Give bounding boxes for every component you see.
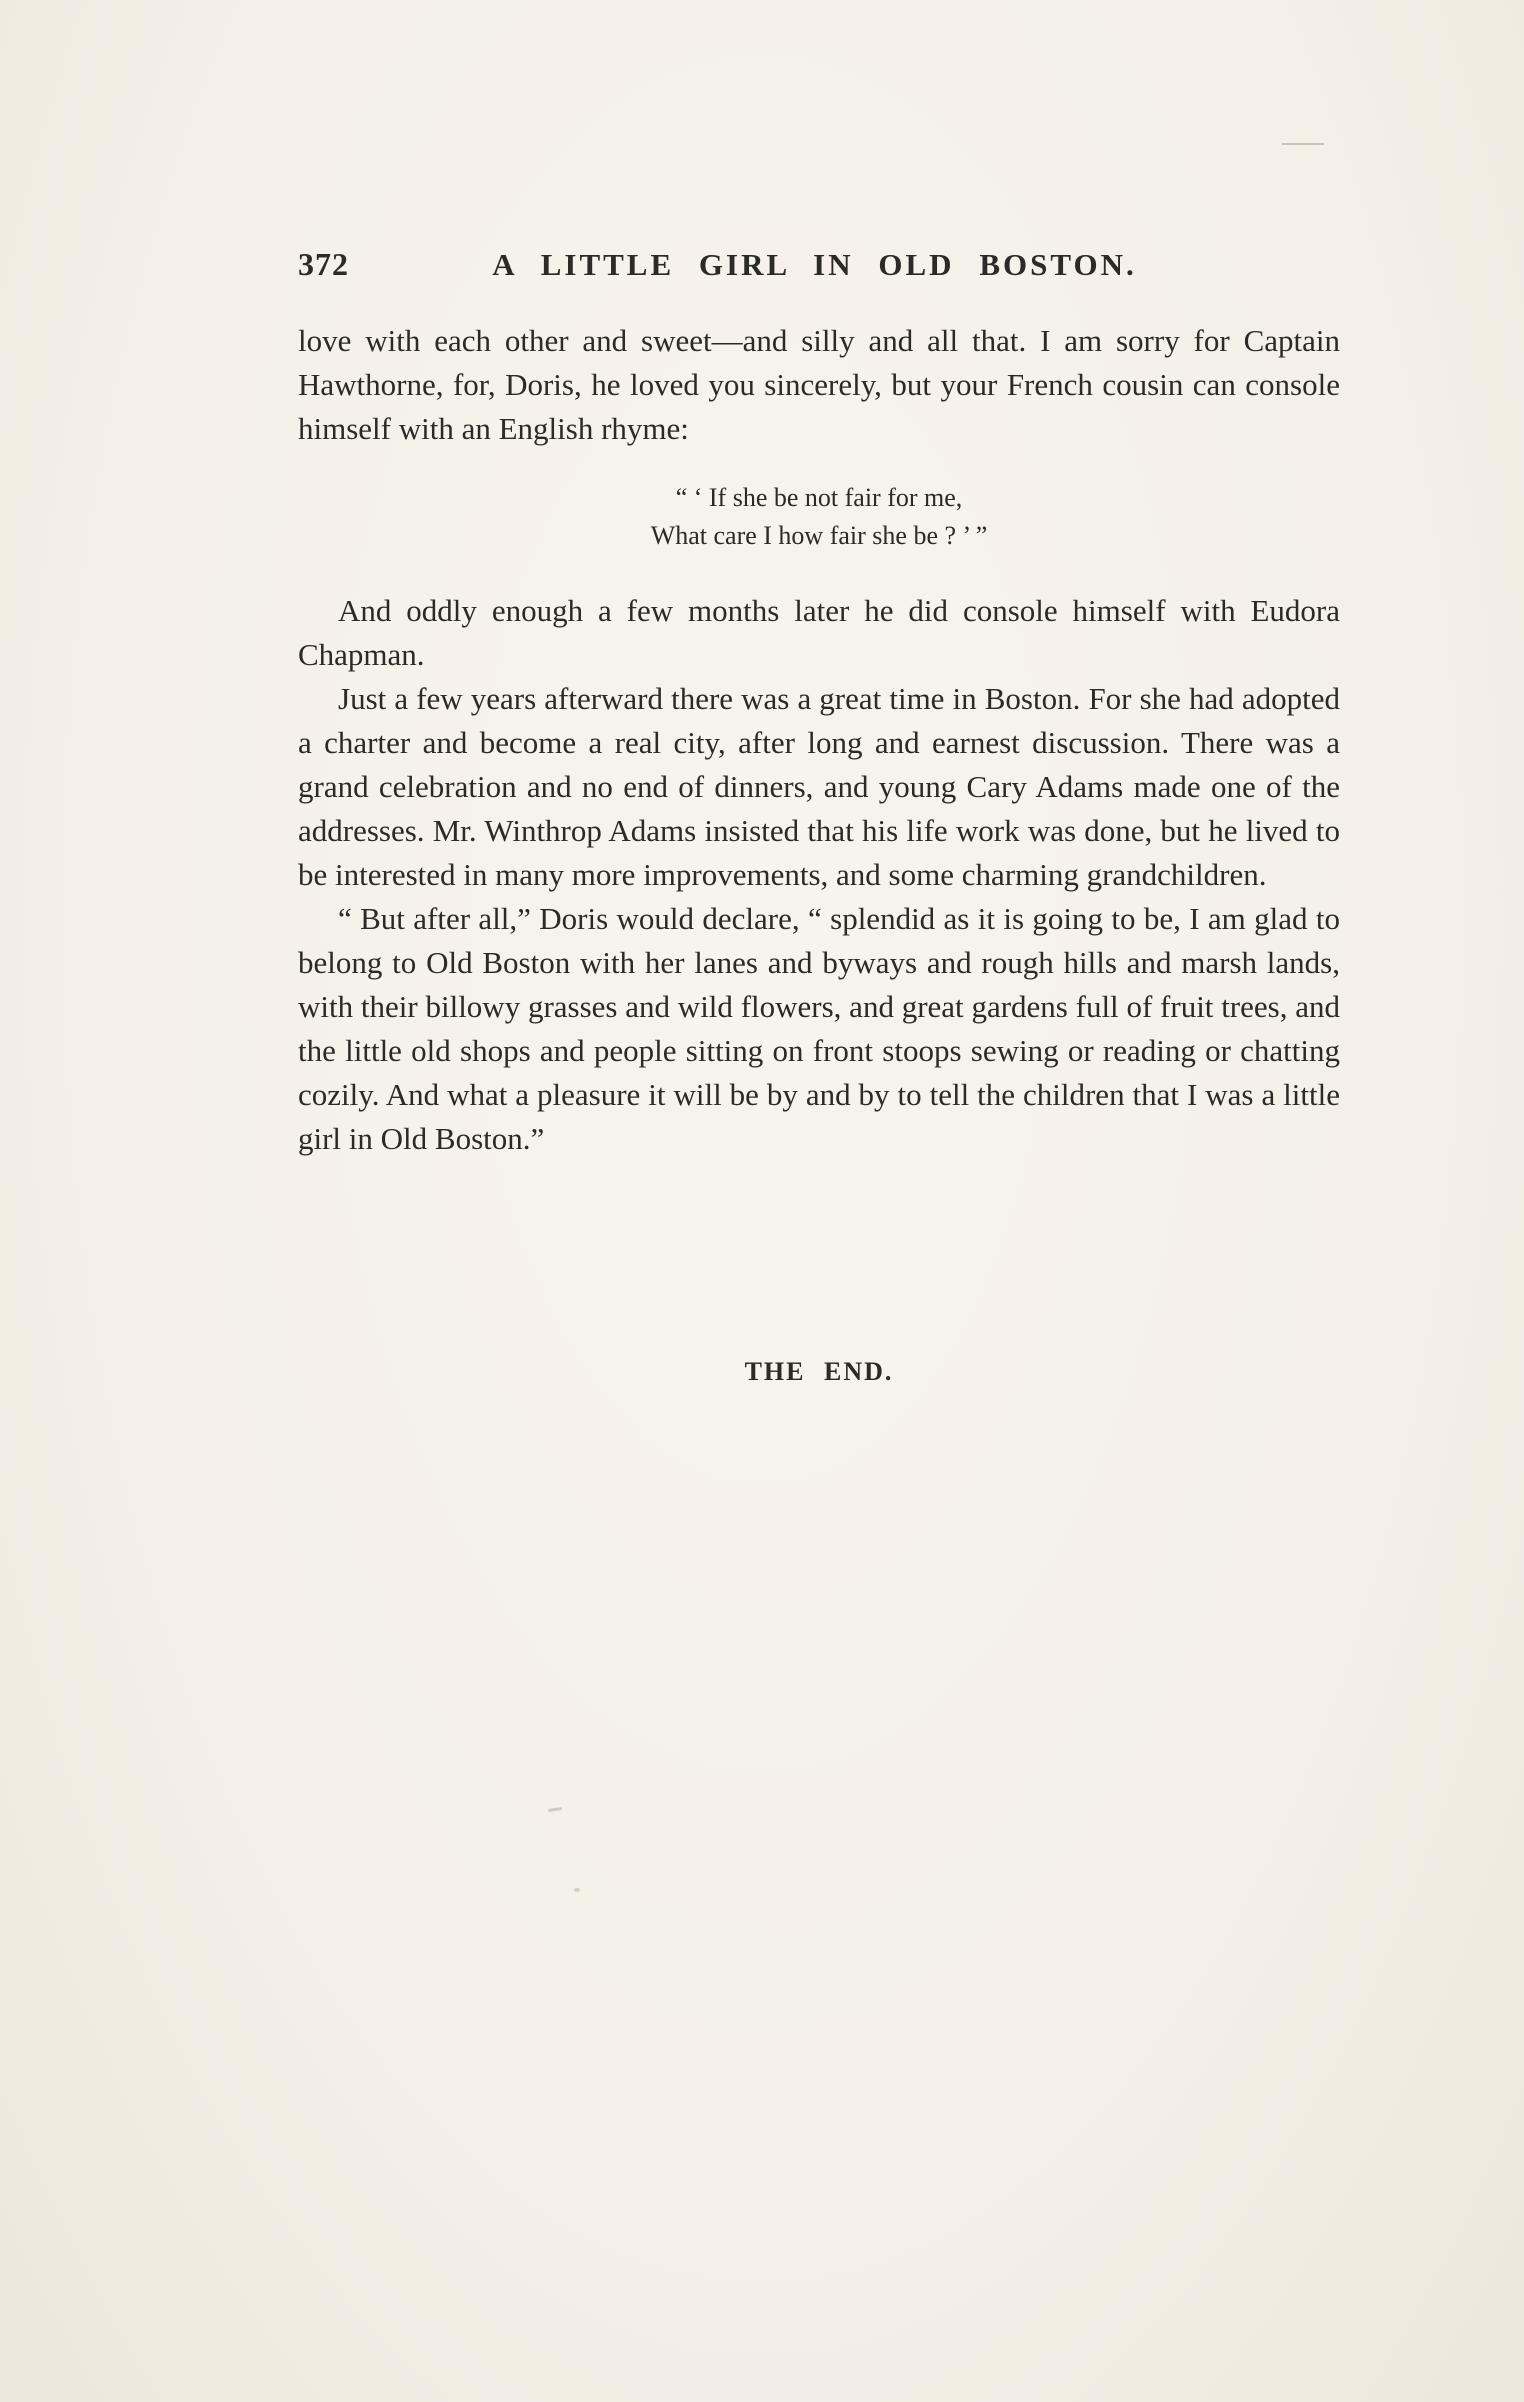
the-end-label: THE END. <box>744 1357 894 1386</box>
verse-block <box>298 479 1340 555</box>
scan-artifact-dash <box>1282 143 1324 145</box>
body-paragraph-3: Just a few years afterward there was a great time in Boston. For she had adopted a charter and become a real city, after long and earnest discussion. There was a grand celebration and no end of dinners, and young Cary Adams made one of the addresses. Mr. Winthrop Adams insisted that his life work was done, but he lived to be interested in many more improvements, and some charming grandchildren. <box>298 681 1340 892</box>
text-block <box>298 246 1340 1387</box>
scan-artifact-speck <box>548 1807 562 1812</box>
verse-line-1: “ ‘ If she be not fair for me, <box>675 483 963 512</box>
verse-line-2: What care I how fair she be ? ’ ” <box>650 521 988 550</box>
page-header <box>298 246 1340 283</box>
running-title: A LITTLE GIRL IN OLD BOSTON. <box>492 247 1137 282</box>
body-paragraph-2: And oddly enough a few months later he did console himself with Eudora Chapman. <box>298 593 1340 672</box>
scan-artifact-speck <box>574 1888 580 1892</box>
body-paragraph-4: “ But after all,” Doris would declare, “ splendid as it is going to be, I am glad to belong to Old Boston with her lanes and byways and rough hills and marsh lands, with their billowy grasses and wild flowers, and great gardens full of fruit trees, and the little old shops and people sitting on front stoops sewing or reading or chatting cozily. And what a pleasure it will be by and by to tell the children that I was a little girl in Old Boston.” <box>298 901 1340 1156</box>
page-number: 372 <box>298 246 349 282</box>
body-paragraph-1: love with each other and sweet—and silly and all that. I am sorry for Captain Hawthorne, for, Doris, he loved you sincerely, but your French cousin can console himself with an English rhyme: <box>298 323 1340 446</box>
